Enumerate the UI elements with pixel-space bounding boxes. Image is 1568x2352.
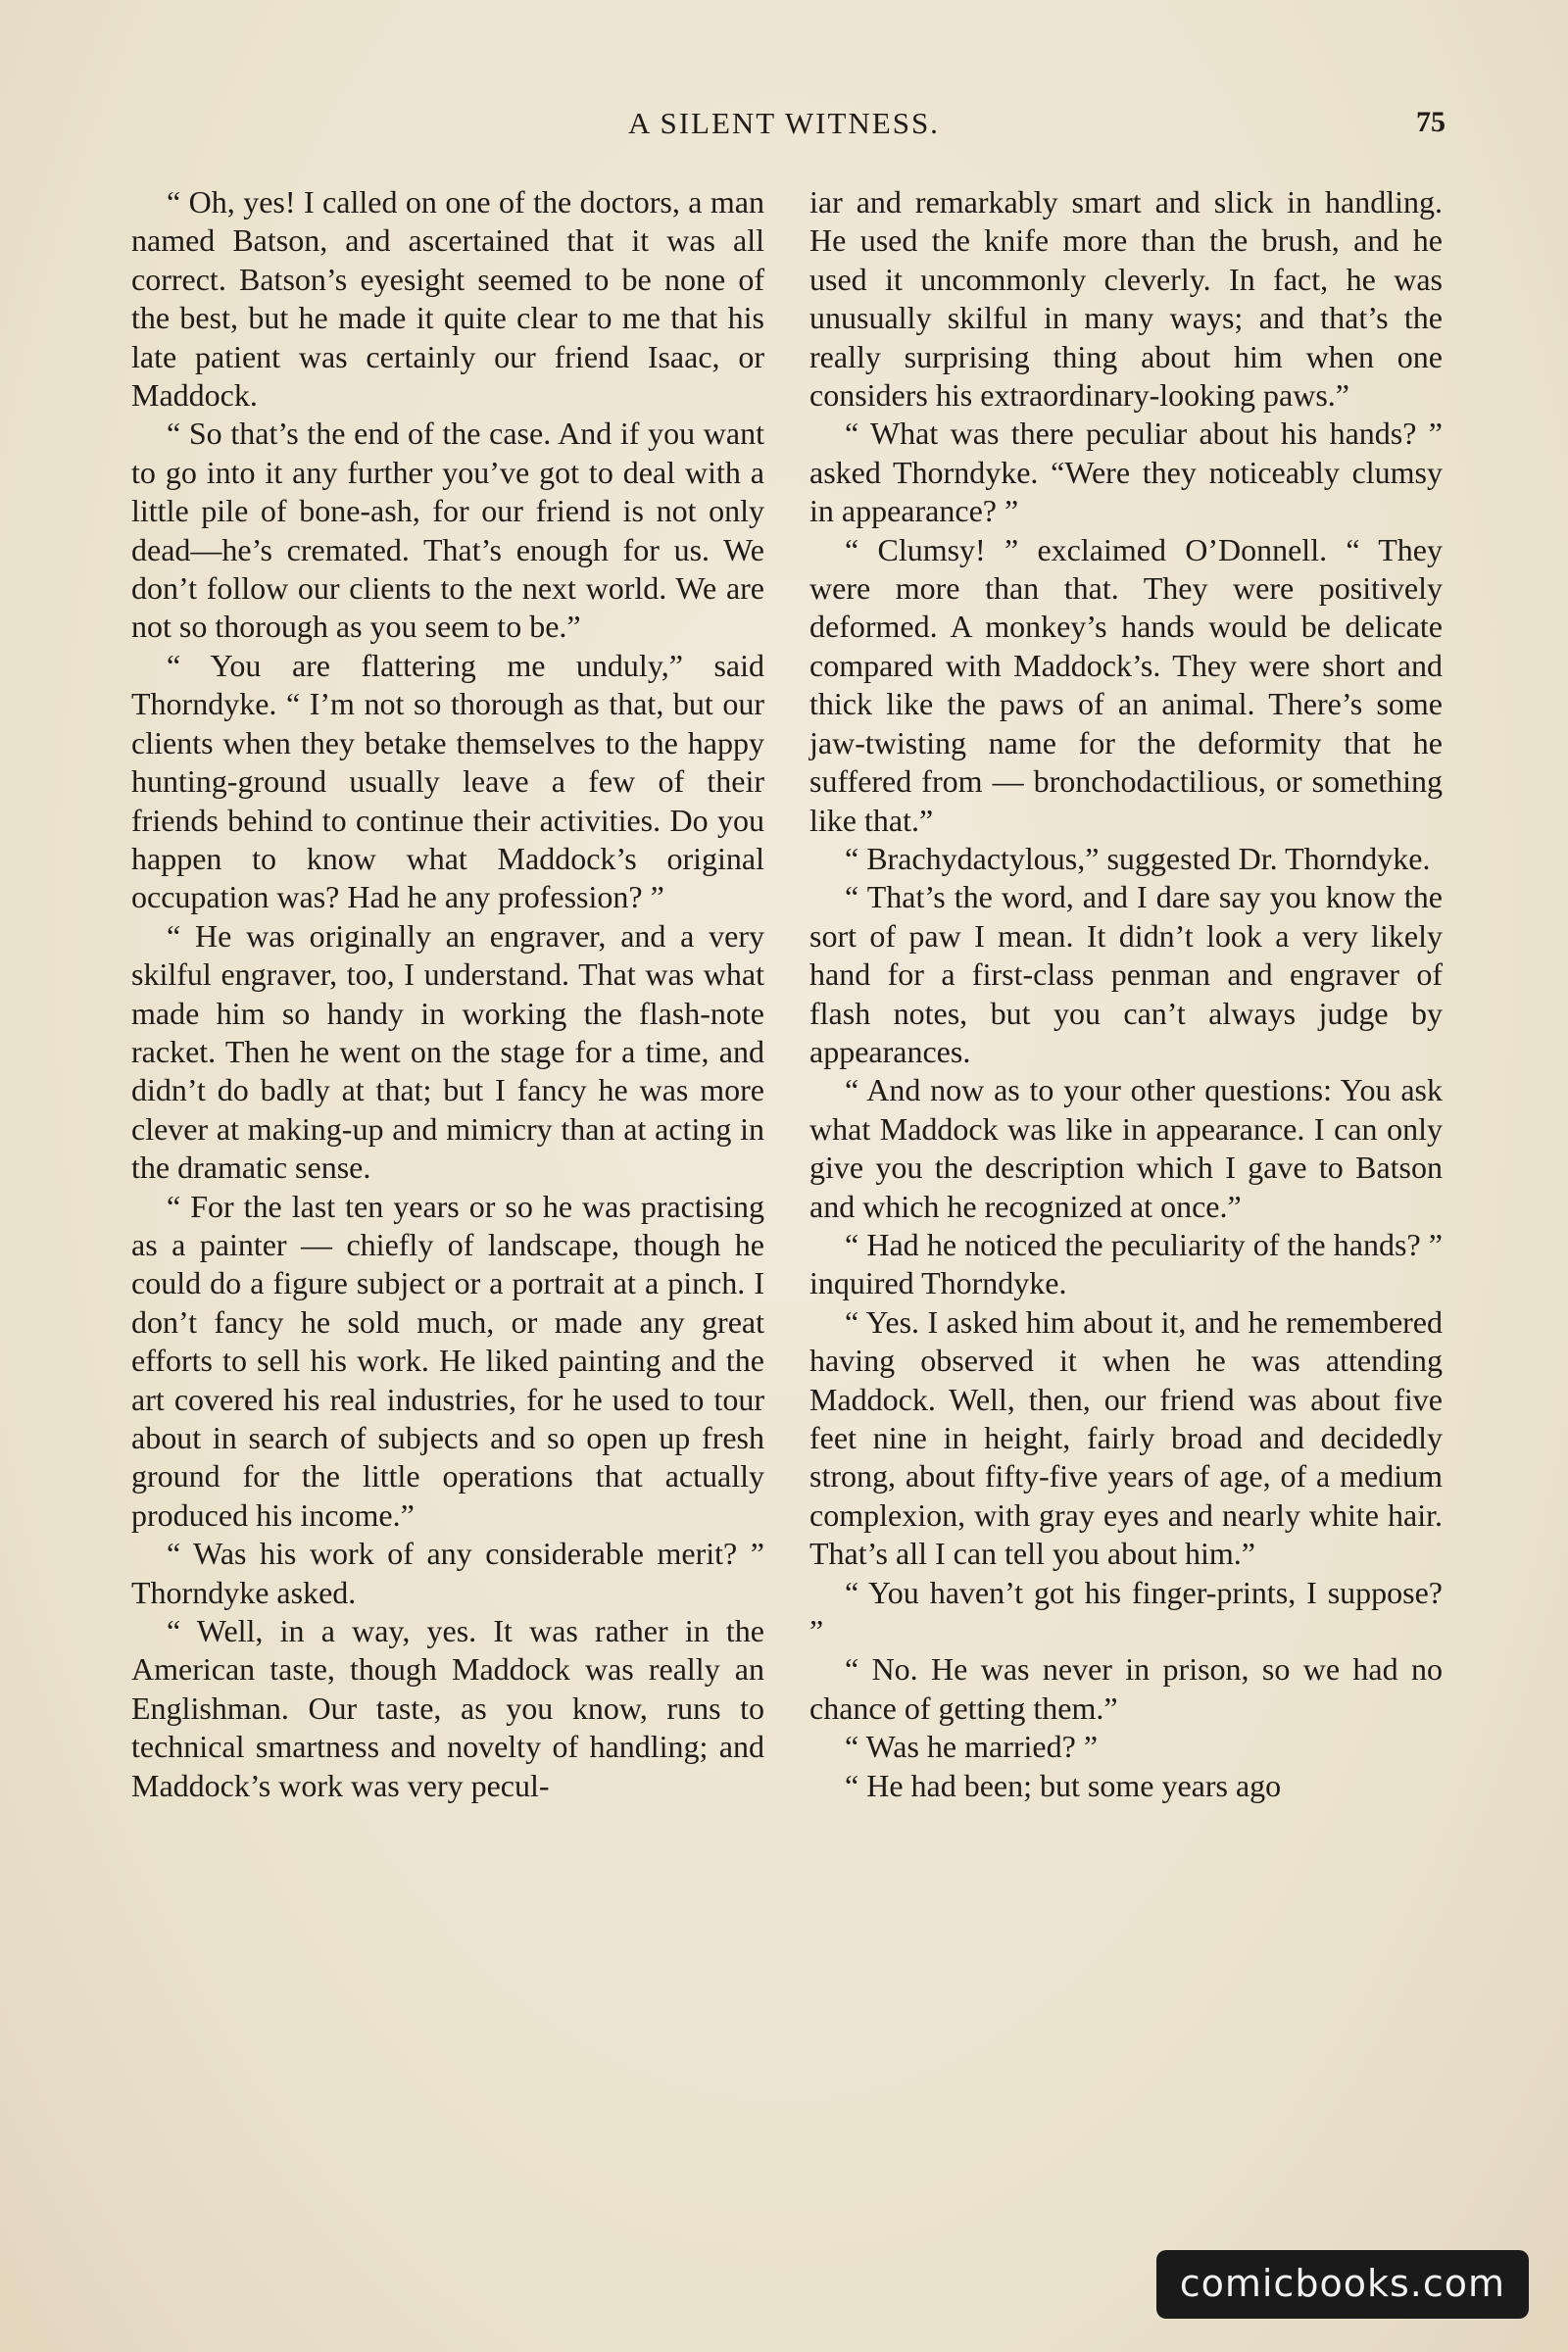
paragraph: “ You are flattering me unduly,” said Thorndyke. “ I’m not so thorough as that, but our clients when they betake themselves to the happy hunting-ground usually leave a few of their friends behind to continue their activities. Do you happen to know what Maddock’s original occupation was? Had he any profession? ” [131, 647, 764, 915]
left-text-column [131, 183, 764, 1805]
paragraph: “ Clumsy! ” exclaimed O’Donnell. “ They were more than that. They were positively deformed. A monkey’s hands would be delicate compared with Maddock’s. They were short and thick like the paws of an animal. There’s some jaw-twisting name for the deformity that he suffered from — bronchodactilious, or something like that.” [809, 531, 1443, 838]
paragraph: “ He was originally an engraver, and a very skilful engraver, too, I understand. That was what made him so handy in working the flash-note racket. Then he went on the stage for a time, and didn’t do badly at that; but I fancy he was more clever at making-up and mimicry than at acting in the dramatic sense. [131, 917, 764, 1186]
paragraph: “ No. He was never in prison, so we had no chance of getting them.” [809, 1651, 1443, 1726]
paragraph: “ Well, in a way, yes. It was rather in the American taste, though Maddock was really an Englishman. Our taste, as you know, runs to technical smartness and novelty of handling; and Maddock’s work was very pecul- [131, 1613, 764, 1803]
paragraph: “ What was there peculiar about his hands? ” asked Thorndyke. “Were they noticeably clumsy in appearance? ” [809, 416, 1443, 529]
paragraph: “ Was his work of any considerable merit? ” Thorndyke asked. [131, 1536, 764, 1610]
paragraph: “ That’s the word, and I dare say you know the sort of paw I mean. It didn’t look a very likely hand for a first-class penman and engraver of flash notes, but you can’t always judge by appearances. [809, 879, 1443, 1069]
paragraph: “ Brachydactylous,” suggested Dr. Thorndyke. [845, 840, 1431, 876]
paragraph: “ And now as to your other questions: You ask what Maddock was like in appearance. I can only give you the description which I gave to Batson and which he recognized at once.” [809, 1072, 1443, 1224]
paragraph: “ Yes. I asked him about it, and he remembered having observed it when he was attending Maddock. Well, then, our friend was about five feet nine in height, fairly broad and decidedly strong, about fifty-five years of age, of a medium complexion, with gray eyes and nearly white hair. That’s all I can tell you about him.” [809, 1303, 1443, 1572]
chapter-title: A SILENT WITNESS. [628, 106, 940, 140]
watermark-logo: comicbooks.com [1156, 2250, 1529, 2319]
running-header [0, 106, 1568, 145]
paragraph: “ He had been; but some years ago [845, 1767, 1282, 1803]
paragraph: “ Oh, yes! I called on one of the doctors, a man named Batson, and ascertained that it was all correct. Batson’s eyesight seemed to be none of the best, but he made it quite clear to me that his late patient was certainly our friend Isaac, or Maddock. [131, 184, 764, 414]
paragraph: “ You haven’t got his finger-prints, I suppose? ” [809, 1574, 1443, 1649]
paragraph: “ Was he married? ” [845, 1729, 1099, 1765]
right-text-column [809, 183, 1443, 1805]
paragraph: “ So that’s the end of the case. And if you want to go into it any further you’ve got to deal with a little pile of bone-ash, for our friend is not only dead—he’s cremated. That’s enough for us. We don’t follow our clients to the next world. We are not so thorough as you seem to be.” [131, 416, 764, 645]
paragraph-continuation: iar and remarkably smart and slick in handling. He used the knife more than the brush, and he used it uncommonly cleverly. In fact, he was unusually skilful in many ways; and that’s the really surprising thing about him when one considers his extraordinary-looking paws.” [809, 184, 1443, 414]
paragraph: “ For the last ten years or so he was practising as a painter — chiefly of landscape, though he could do a figure subject or a portrait at a pinch. I don’t fancy he sold much, or made any great efforts to sell his work. He liked painting and the art covered his real industries, for he used to tour about in search of subjects and so open up fresh ground for the little operations that actually produced his income.” [131, 1188, 764, 1533]
page-number: 75 [1416, 106, 1446, 138]
paragraph: “ Had he noticed the peculiarity of the hands? ” inquired Thorndyke. [809, 1226, 1443, 1301]
